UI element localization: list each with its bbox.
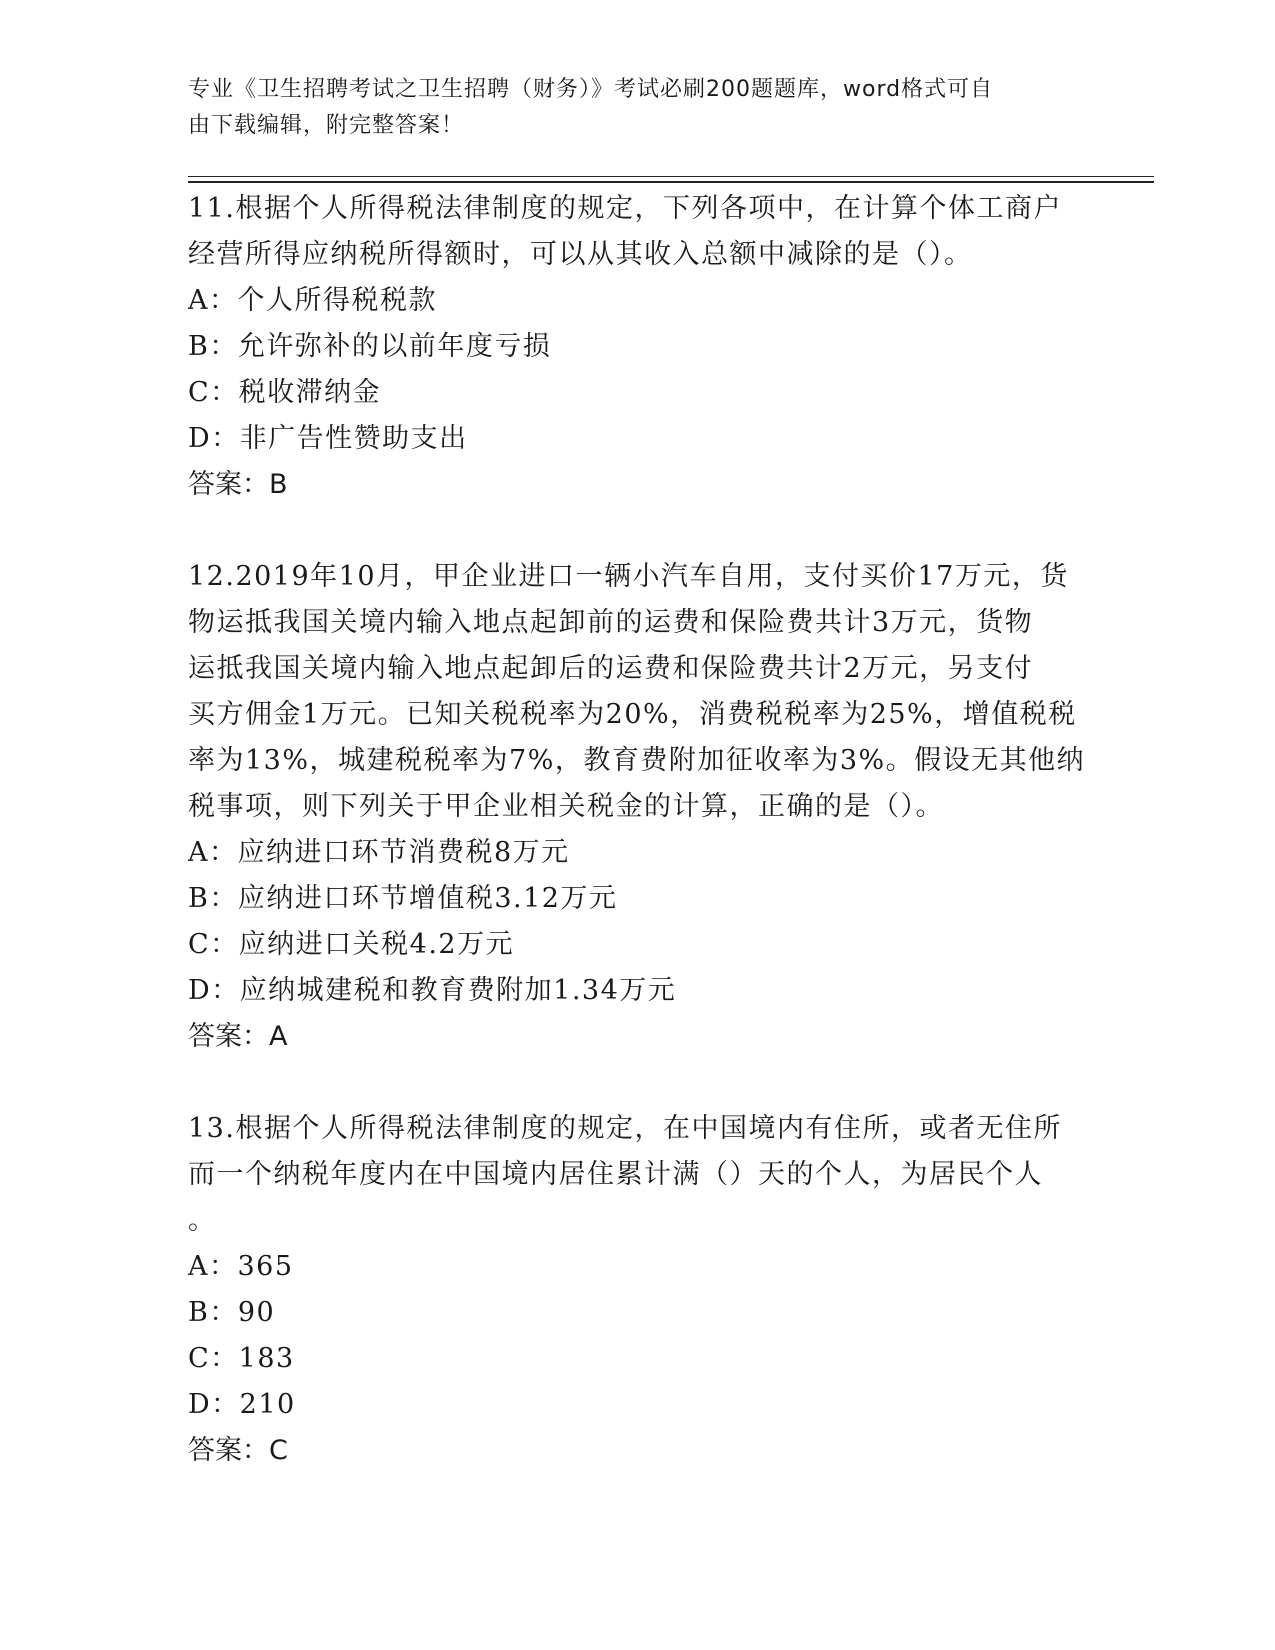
question-list (188, 186, 1088, 1474)
header-title-line-1: 专业《卫生招聘考试之卫生招聘（财务）》考试必刷200题题库，word格式可自 (188, 77, 994, 102)
question-spacer (188, 1060, 1088, 1106)
option-b: B：应纳进口环节增值税3.12万元 (188, 883, 618, 914)
question-stem-line: 买方佣金1万元。已知关税税率为20%，消费税税率为25%，增值税税 (188, 699, 1077, 730)
question-spacer (188, 508, 1088, 554)
option-c: C：税收滞纳金 (188, 377, 382, 408)
header-divider-thin (188, 176, 1154, 177)
option-d: D：应纳城建税和教育费附加1.34万元 (188, 975, 677, 1006)
question-stem-line: 运抵我国关境内输入地点起卸后的运费和保险费共计2万元，另支付 (188, 653, 1034, 684)
question-stem-line: 经营所得应纳税所得额时，可以从其收入总额中减除的是（）。 (188, 239, 973, 270)
question-stem-line: 物运抵我国关境内输入地点起卸前的运费和保险费共计3万元，货物 (188, 607, 1034, 638)
answer-line: 答案：A (188, 1021, 288, 1052)
answer-line: 答案：B (188, 469, 288, 500)
question-stem-line: 率为13%，城建税税率为7%，教育费附加征收率为3%。假设无其他纳 (188, 745, 1086, 776)
option-b: B：90 (188, 1297, 276, 1328)
option-a: A：个人所得税税款 (188, 285, 437, 316)
question-stem-line: 。 (188, 1205, 217, 1236)
option-d: D：非广告性赞助支出 (188, 423, 468, 454)
question-13 (188, 1106, 1088, 1474)
option-d: D：210 (188, 1389, 296, 1420)
option-c: C：应纳进口关税4.2万元 (188, 929, 515, 960)
document-header (188, 72, 1078, 144)
question-stem-line: 12.2019年10月，甲企业进口一辆小汽车自用，支付买价17万元，货 (188, 561, 1069, 592)
question-stem-line: 税事项，则下列关于甲企业相关税金的计算，正确的是（）。 (188, 791, 944, 822)
header-divider-thick (188, 181, 1154, 183)
header-title-line-2: 由下载编辑，附完整答案！ (188, 113, 465, 138)
option-a: A：365 (188, 1251, 294, 1282)
option-c: C：183 (188, 1343, 295, 1374)
question-12 (188, 554, 1088, 1060)
question-stem-line: 而一个纳税年度内在中国境内居住累计满（）天的个人，为居民个人 (188, 1159, 1043, 1190)
question-stem-line: 13.根据个人所得税法律制度的规定，在中国境内有住所，或者无住所 (188, 1113, 1062, 1144)
answer-line: 答案：C (188, 1435, 288, 1466)
option-b: B：允许弥补的以前年度亏损 (188, 331, 552, 362)
question-stem-line: 11.根据个人所得税法律制度的规定，下列各项中，在计算个体工商户 (188, 193, 1062, 224)
option-a: A：应纳进口环节消费税8万元 (188, 837, 570, 868)
question-11 (188, 186, 1088, 508)
